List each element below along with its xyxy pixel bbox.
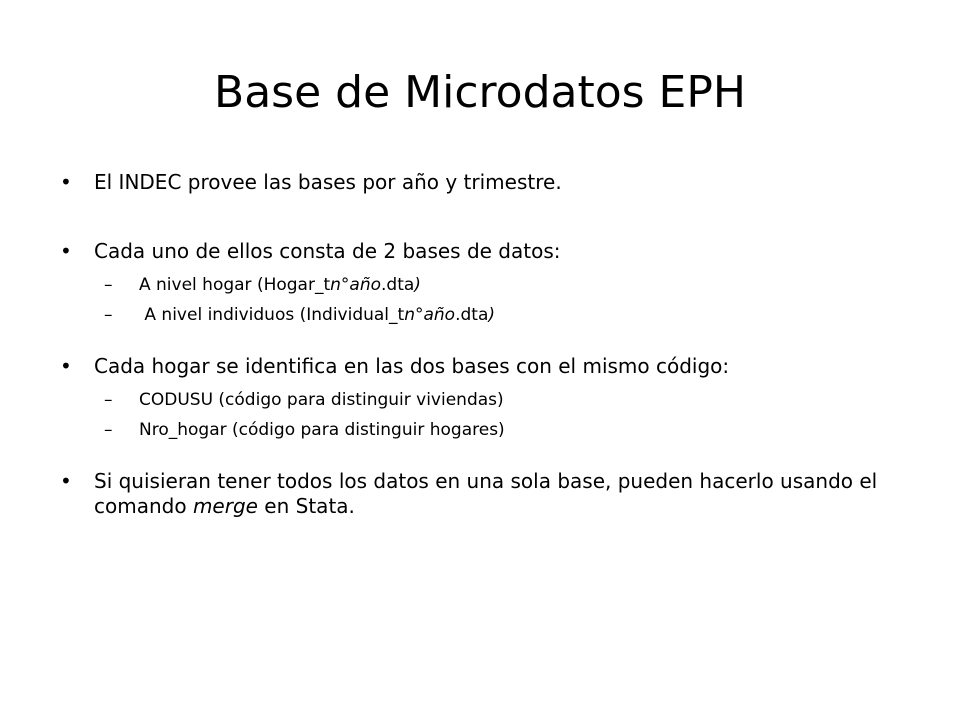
bullet-icon: •	[60, 239, 72, 263]
sub-item-hogar	[94, 270, 880, 300]
bullet-item-3	[60, 354, 880, 445]
bullet-item-1	[60, 170, 880, 195]
bullet-text: Cada uno de ellos consta de 2 bases de datos:	[94, 239, 561, 263]
bullet-text-post: en Stata.	[257, 494, 355, 518]
dash-icon: –	[104, 275, 113, 295]
sub-item-nro-hogar	[94, 415, 880, 445]
sub-item-individuos	[94, 300, 880, 330]
bullet-text-pre: Si quisieran tener todos los datos en una sola base, pueden hacerlo usando el comando	[94, 469, 878, 518]
bullet-text: El INDEC provee las bases por año y trimestre.	[94, 170, 562, 194]
bullet-icon: •	[60, 354, 72, 378]
bullet-list	[60, 170, 880, 543]
sub-text-em: n°año	[404, 305, 456, 325]
sub-text-pre: A nivel hogar (Hogar_t	[139, 275, 331, 295]
sub-text-post: .dta	[455, 305, 489, 325]
sub-text-pre: A nivel individuos (Individual_t	[139, 305, 405, 325]
sub-text-em2: )	[488, 305, 495, 325]
dash-icon: –	[104, 390, 113, 410]
sub-text-post: .dta	[381, 275, 415, 295]
sub-list	[94, 270, 880, 330]
bullet-item-2	[60, 239, 880, 330]
sub-text-em2: )	[414, 275, 421, 295]
bullet-text-em: merge	[192, 494, 258, 518]
bullet-item-4	[60, 469, 880, 519]
sub-list	[94, 385, 880, 445]
bullet-text: Cada hogar se identifica en las dos bases con el mismo código:	[94, 354, 730, 378]
dash-icon: –	[104, 420, 113, 440]
bullet-icon: •	[60, 469, 72, 493]
slide-title: Base de Microdatos EPH	[214, 67, 746, 118]
sub-text: Nro_hogar (código para distinguir hogares)	[139, 420, 505, 440]
dash-icon: –	[104, 305, 113, 325]
sub-text: CODUSU (código para distinguir viviendas)	[139, 390, 504, 410]
sub-text-em: n°año	[330, 275, 382, 295]
bullet-icon: •	[60, 170, 72, 194]
sub-item-codusu	[94, 385, 880, 415]
